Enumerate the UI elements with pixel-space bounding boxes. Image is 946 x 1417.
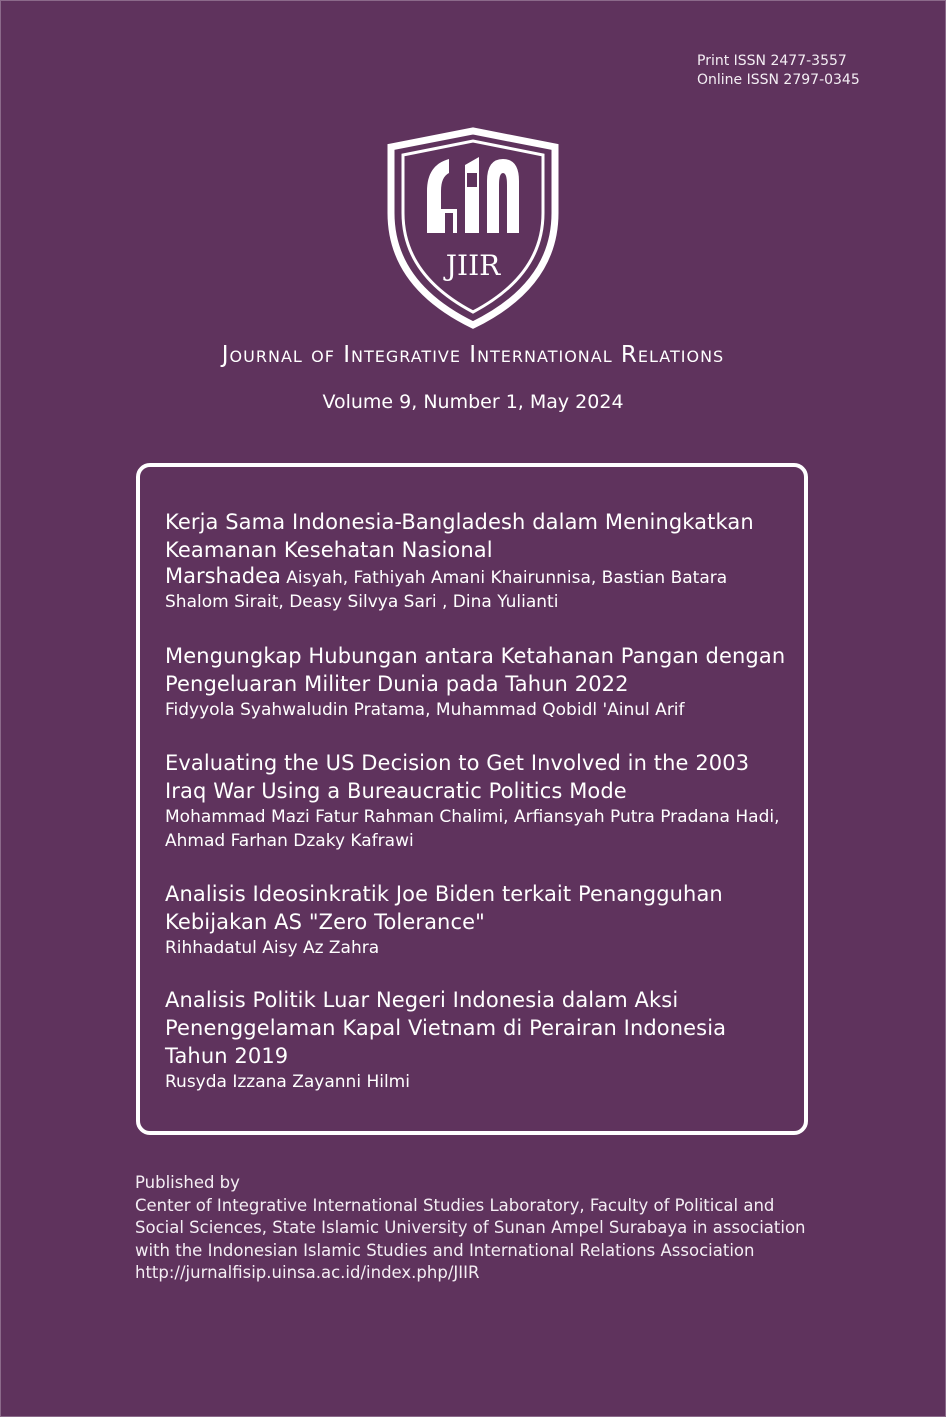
article-title: Evaluating the US Decision to Get Involved in the 2003 Iraq War Using a Bureaucratic Politics Mode: [165, 751, 750, 803]
logo-text: JIIR: [445, 249, 501, 282]
article-title: Analisis Ideosinkratik Joe Biden terkait Penangguhan Kebijakan AS "Zero Tolerance": [165, 882, 723, 934]
online-issn: Online ISSN 2797-0345: [697, 72, 860, 88]
article-entry: [165, 986, 795, 1094]
article-authors: Mohammad Mazi Fatur Rahman Chalimi, Arfiansyah Putra Pradana Hadi, Ahmad Farhan Dzaky Kafrawi: [165, 807, 780, 851]
article-authors-rest: Aisyah, Fathiyah Amani Khairunnisa, Bastian Batara Shalom Sirait, Deasy Silvya Sari , Dina Yulianti: [165, 568, 728, 612]
publisher-line: Center of Integrative International Studies Laboratory, Faculty of Political and: [135, 1195, 775, 1215]
article-authors: Rihhadatul Aisy Az Zahra: [165, 938, 380, 958]
article-entry: [165, 642, 795, 722]
journal-title: Journal of Integrative International Relations: [221, 342, 725, 368]
article-entry: [165, 880, 795, 960]
article-entry: [165, 749, 795, 853]
article-entry: [165, 508, 795, 614]
article-authors: [165, 564, 795, 614]
article-title: Kerja Sama Indonesia-Bangladesh dalam Meningkatkan Keamanan Kesehatan Nasional: [165, 510, 754, 562]
article-title: Mengungkap Hubungan antara Ketahanan Pangan dengan Pengeluaran Militer Dunia pada Tahun 2022: [165, 644, 786, 696]
article-authors-lead: Marshadea: [165, 564, 281, 588]
article-title: Analisis Politik Luar Negeri Indonesia dalam Aksi Penenggelaman Kapal Vietnam di Perairan Indonesia Tahun 2019: [165, 988, 727, 1068]
issue-info: Volume 9, Number 1, May 2024: [322, 391, 624, 413]
issn-block: [697, 52, 860, 90]
publisher-line: with the Indonesian Islamic Studies and International Relations Association: [135, 1240, 755, 1260]
publisher-label: Published by: [135, 1173, 240, 1192]
article-authors: Rusyda Izzana Zayanni Hilmi: [165, 1072, 410, 1092]
article-authors: Fidyyola Syahwaludin Pratama, Muhammad Qobidl 'Ainul Arif: [165, 700, 685, 720]
publisher-info: [135, 1172, 835, 1285]
print-issn: Print ISSN 2477-3557: [697, 53, 847, 69]
journal-url[interactable]: http://jurnalfisip.uinsa.ac.id/index.php/JIIR: [135, 1263, 480, 1282]
publisher-line: Social Sciences, State Islamic University of Sunan Ampel Surabaya in association: [135, 1218, 806, 1237]
jiir-shield-logo: [383, 125, 563, 330]
